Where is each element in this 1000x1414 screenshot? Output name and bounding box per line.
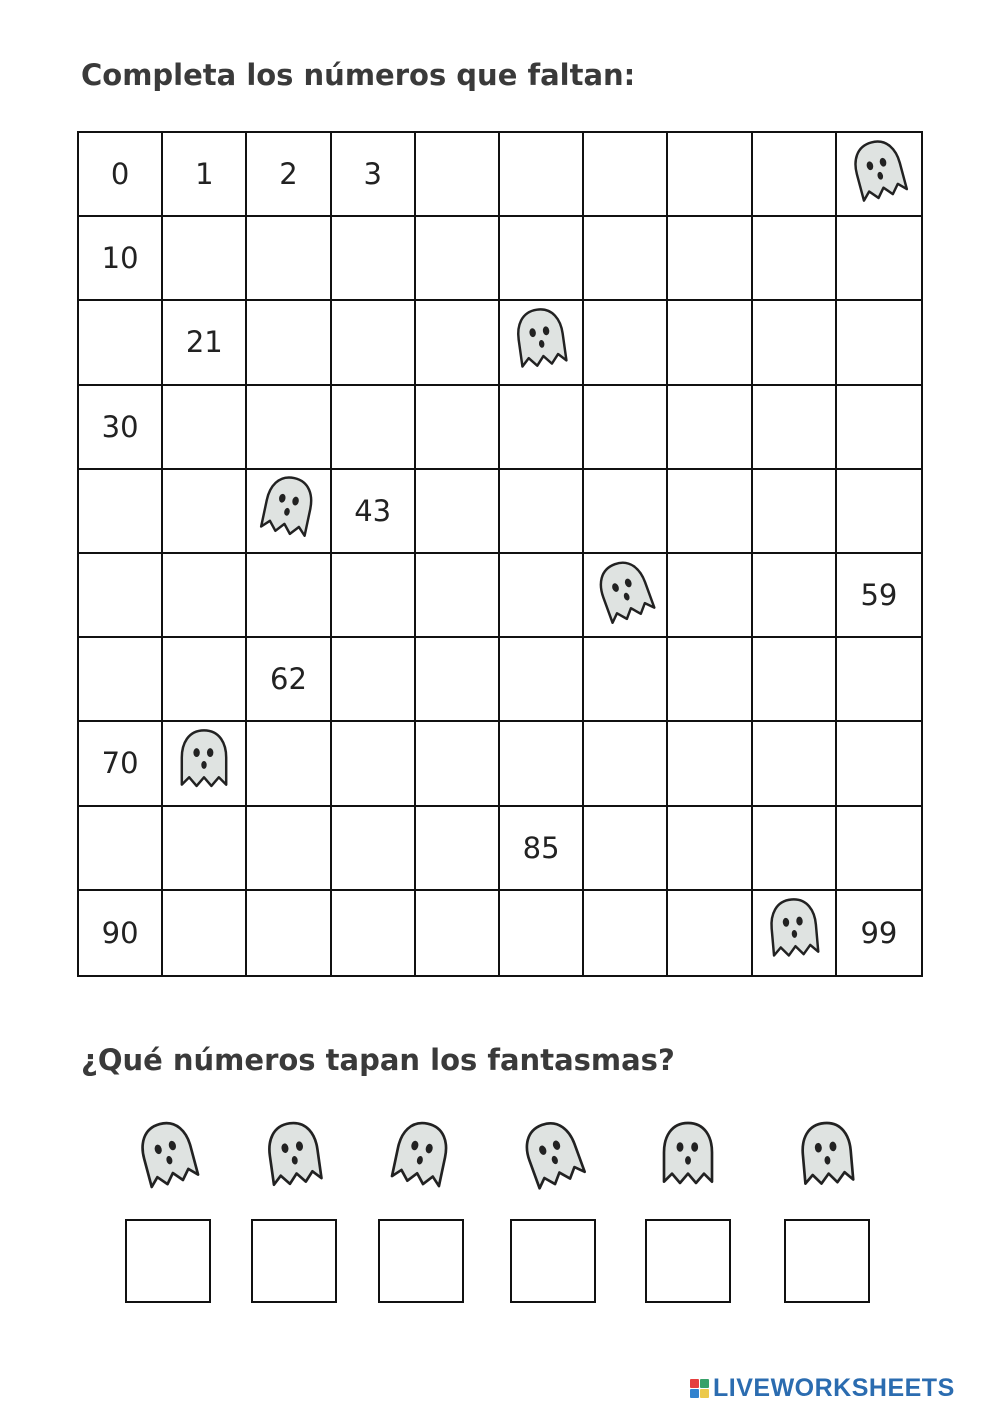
empty-cell[interactable] [79, 301, 163, 385]
empty-cell[interactable] [584, 807, 668, 891]
ghost-icon [376, 1110, 466, 1200]
cell-number: 2 [279, 157, 298, 192]
empty-cell[interactable] [668, 301, 752, 385]
cell-number: 70 [101, 746, 139, 781]
answer-box[interactable] [251, 1219, 337, 1303]
empty-cell[interactable] [79, 554, 163, 638]
empty-cell[interactable] [332, 638, 416, 722]
empty-cell[interactable] [584, 217, 668, 301]
empty-cell[interactable] [247, 386, 331, 470]
cell-number: 0 [110, 157, 130, 192]
empty-cell[interactable] [837, 722, 921, 806]
empty-cell[interactable] [837, 807, 921, 891]
empty-cell[interactable] [668, 807, 752, 891]
ghost-cell[interactable] [500, 301, 584, 385]
ghost-cell[interactable] [247, 470, 331, 554]
cell-number: 21 [185, 325, 223, 360]
empty-cell[interactable] [837, 638, 921, 722]
number-cell [79, 217, 163, 301]
number-cell [163, 301, 247, 385]
empty-cell[interactable] [753, 807, 837, 891]
empty-cell[interactable] [416, 807, 500, 891]
cell-number: 99 [860, 915, 898, 950]
empty-cell[interactable] [668, 133, 752, 217]
hundred-chart-grid [77, 131, 923, 977]
cell-number: 59 [860, 578, 898, 613]
number-cell [247, 133, 331, 217]
empty-cell[interactable] [332, 722, 416, 806]
empty-cell[interactable] [79, 470, 163, 554]
number-cell [332, 133, 416, 217]
ghost-cell[interactable] [837, 133, 921, 217]
cell-number: 3 [363, 157, 382, 192]
empty-cell[interactable] [163, 554, 247, 638]
number-cell [247, 638, 331, 722]
empty-cell[interactable] [753, 638, 837, 722]
answer-box[interactable] [510, 1219, 596, 1303]
empty-cell[interactable] [247, 217, 331, 301]
ghost-row [0, 1110, 1000, 1200]
empty-cell[interactable] [332, 217, 416, 301]
empty-cell[interactable] [837, 217, 921, 301]
answer-box[interactable] [378, 1219, 464, 1303]
cell-number: 30 [101, 409, 139, 444]
ghost-icon [504, 302, 578, 383]
empty-cell[interactable] [247, 301, 331, 385]
empty-cell[interactable] [163, 386, 247, 470]
ghost-icon [842, 134, 916, 215]
empty-cell[interactable] [416, 891, 500, 975]
ghost-icon [251, 470, 325, 551]
empty-cell[interactable] [416, 386, 500, 470]
number-cell [79, 722, 163, 806]
empty-cell[interactable] [416, 638, 500, 722]
empty-cell[interactable] [332, 386, 416, 470]
empty-cell[interactable] [416, 301, 500, 385]
ghost-icon [167, 723, 241, 804]
empty-cell[interactable] [753, 386, 837, 470]
brand-name: LIVEWORKSHEETS [713, 1373, 955, 1402]
ghost-icon [782, 1110, 872, 1200]
number-cell [837, 891, 921, 975]
ghost-cell[interactable] [584, 554, 668, 638]
empty-cell[interactable] [753, 217, 837, 301]
empty-cell[interactable] [584, 301, 668, 385]
ghost-icon [249, 1110, 339, 1200]
empty-cell[interactable] [753, 722, 837, 806]
empty-cell[interactable] [668, 386, 752, 470]
liveworksheets-footer [690, 1370, 955, 1406]
empty-cell[interactable] [332, 807, 416, 891]
empty-cell[interactable] [247, 807, 331, 891]
ghost-icon [588, 555, 662, 636]
cell-number: 10 [101, 241, 139, 276]
empty-cell[interactable] [837, 386, 921, 470]
empty-cell[interactable] [247, 554, 331, 638]
empty-cell[interactable] [584, 133, 668, 217]
number-cell [500, 807, 584, 891]
empty-cell[interactable] [416, 722, 500, 806]
logo-square [700, 1379, 709, 1388]
number-cell [79, 133, 163, 217]
empty-cell[interactable] [500, 891, 584, 975]
grid-title: Completa los números que faltan: [81, 58, 636, 92]
cell-number: 90 [101, 915, 139, 950]
number-cell [332, 470, 416, 554]
empty-cell[interactable] [332, 301, 416, 385]
empty-cell[interactable] [500, 554, 584, 638]
empty-cell[interactable] [416, 217, 500, 301]
empty-cell[interactable] [753, 470, 837, 554]
number-cell [79, 386, 163, 470]
logo-square [690, 1389, 699, 1398]
cell-number: 62 [270, 662, 307, 697]
empty-cell[interactable] [416, 133, 500, 217]
empty-cell[interactable] [584, 638, 668, 722]
empty-cell[interactable] [79, 638, 163, 722]
empty-cell[interactable] [668, 217, 752, 301]
empty-cell[interactable] [163, 891, 247, 975]
ghost-icon [643, 1110, 733, 1200]
empty-cell[interactable] [753, 554, 837, 638]
ghost-icon [508, 1110, 598, 1200]
cell-number: 1 [195, 157, 214, 192]
number-cell [837, 554, 921, 638]
empty-cell[interactable] [753, 301, 837, 385]
logo-square [700, 1389, 709, 1398]
empty-cell[interactable] [416, 470, 500, 554]
answer-box[interactable] [784, 1219, 870, 1303]
answer-box[interactable] [125, 1219, 211, 1303]
ghost-question-title: ¿Qué números tapan los fantasmas? [81, 1043, 675, 1077]
empty-cell[interactable] [837, 470, 921, 554]
empty-cell[interactable] [668, 554, 752, 638]
empty-cell[interactable] [668, 891, 752, 975]
empty-cell[interactable] [584, 891, 668, 975]
empty-cell[interactable] [837, 301, 921, 385]
empty-cell[interactable] [163, 470, 247, 554]
cell-number: 43 [354, 493, 392, 528]
empty-cell[interactable] [668, 470, 752, 554]
empty-cell[interactable] [247, 722, 331, 806]
empty-cell[interactable] [332, 554, 416, 638]
number-cell [79, 891, 163, 975]
cell-number: 85 [522, 830, 560, 865]
empty-cell[interactable] [584, 470, 668, 554]
empty-cell[interactable] [79, 807, 163, 891]
empty-cell[interactable] [163, 807, 247, 891]
empty-cell[interactable] [584, 722, 668, 806]
empty-cell[interactable] [753, 133, 837, 217]
ghost-icon [757, 892, 831, 973]
empty-cell[interactable] [668, 638, 752, 722]
empty-cell[interactable] [416, 554, 500, 638]
empty-cell[interactable] [500, 722, 584, 806]
empty-cell[interactable] [668, 722, 752, 806]
answer-box[interactable] [645, 1219, 731, 1303]
empty-cell[interactable] [163, 217, 247, 301]
logo-square [690, 1379, 699, 1388]
empty-cell[interactable] [332, 891, 416, 975]
ghost-icon [123, 1110, 213, 1200]
number-cell [163, 133, 247, 217]
empty-cell[interactable] [500, 133, 584, 217]
empty-cell[interactable] [163, 638, 247, 722]
empty-cell[interactable] [584, 386, 668, 470]
ghost-cell[interactable] [753, 891, 837, 975]
ghost-cell[interactable] [163, 722, 247, 806]
empty-cell[interactable] [500, 470, 584, 554]
empty-cell[interactable] [500, 217, 584, 301]
empty-cell[interactable] [247, 891, 331, 975]
liveworksheets-logo-icon [690, 1379, 709, 1398]
empty-cell[interactable] [500, 386, 584, 470]
empty-cell[interactable] [500, 638, 584, 722]
